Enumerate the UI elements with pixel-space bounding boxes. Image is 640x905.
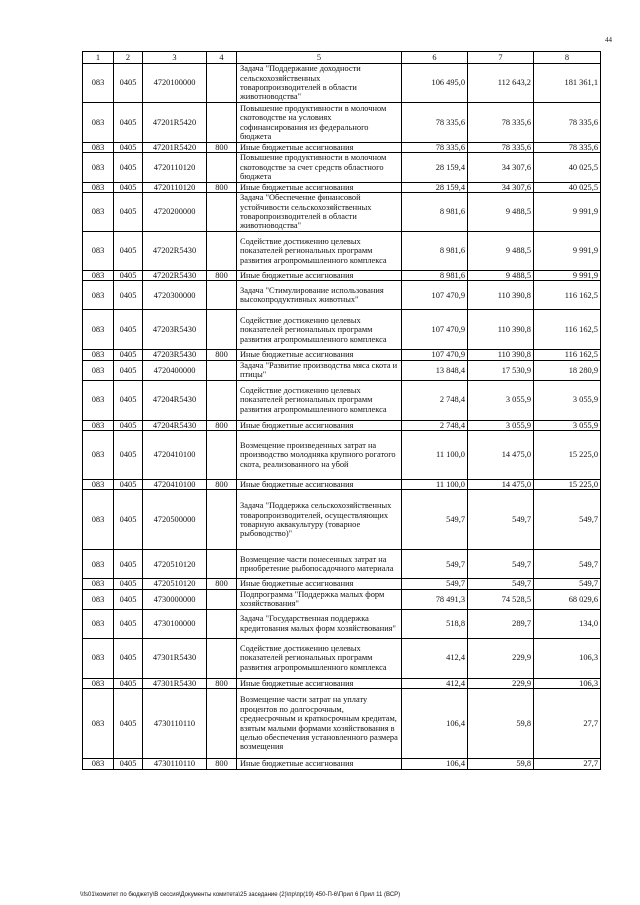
expense-type-cell: 800: [207, 678, 237, 688]
amount-cell: 78 335,6: [534, 143, 601, 153]
amount-cell: 107 470,9: [402, 281, 468, 310]
code-cell: 083: [83, 480, 114, 490]
target-article-cell: 4720110120: [143, 182, 207, 192]
description-cell: Возмещение произведенных затрат на производство молодняка крупного рогатого скота, реализованного на убой: [237, 431, 402, 480]
code-cell: 083: [83, 153, 114, 182]
code-cell: 083: [83, 193, 114, 232]
amount-cell: 40 025,5: [534, 182, 601, 192]
amount-cell: 106,3: [534, 678, 601, 688]
amount-cell: 106 495,0: [402, 64, 468, 103]
code-cell: 083: [83, 589, 114, 609]
code-cell: 083: [83, 689, 114, 759]
header-row: [83, 52, 601, 64]
amount-cell: 229,9: [468, 678, 534, 688]
section-cell: 0405: [114, 350, 143, 360]
description-cell: Иные бюджетные ассигнования: [237, 759, 402, 769]
table-row: [83, 380, 601, 420]
section-cell: 0405: [114, 490, 143, 550]
amount-cell: 8 981,6: [402, 193, 468, 232]
amount-cell: 78 335,6: [402, 103, 468, 143]
description-cell: Повышение продуктивности в молочном скотоводстве на условиях софинансирования из федерального бюджета: [237, 103, 402, 143]
section-cell: 0405: [114, 143, 143, 153]
code-cell: 083: [83, 350, 114, 360]
code-cell: 083: [83, 310, 114, 350]
table-row: [83, 360, 601, 380]
amount-cell: 17 530,9: [468, 360, 534, 380]
target-article-cell: 4730110110: [143, 759, 207, 769]
amount-cell: 229,9: [468, 638, 534, 678]
code-cell: 083: [83, 380, 114, 420]
description-cell: Возмещение части затрат на уплату процентов по долгосрочным, среднесрочным и краткосрочным кредитам, взятым малыми формами хозяйствования в целью обеспечения установленного размера возмещения: [237, 689, 402, 759]
amount-cell: 8 981,6: [402, 271, 468, 281]
table-row: [83, 431, 601, 480]
target-article-cell: 4730000000: [143, 589, 207, 609]
target-article-cell: 4720100000: [143, 64, 207, 103]
target-article-cell: 47201R5420: [143, 143, 207, 153]
table-row: [83, 678, 601, 688]
amount-cell: 9 488,5: [468, 271, 534, 281]
section-cell: 0405: [114, 64, 143, 103]
header-cell: 3: [143, 52, 207, 64]
code-cell: 083: [83, 232, 114, 271]
description-cell: Задача "Поддержание доходности сельскохозяйственных товаропроизводителей в области животноводства": [237, 64, 402, 103]
table-row: [83, 232, 601, 271]
amount-cell: 78 335,6: [534, 103, 601, 143]
expense-type-cell: [207, 609, 237, 638]
amount-cell: 13 848,4: [402, 360, 468, 380]
table-body: [83, 64, 601, 770]
amount-cell: 78 335,6: [402, 143, 468, 153]
description-cell: Иные бюджетные ассигнования: [237, 350, 402, 360]
header-cell: 1: [83, 52, 114, 64]
section-cell: 0405: [114, 589, 143, 609]
target-article-cell: 4720200000: [143, 193, 207, 232]
header-cell: 5: [237, 52, 402, 64]
expense-type-cell: [207, 689, 237, 759]
expense-type-cell: [207, 638, 237, 678]
description-cell: Иные бюджетные ассигнования: [237, 420, 402, 430]
section-cell: 0405: [114, 380, 143, 420]
table-row: [83, 153, 601, 182]
table-row: [83, 609, 601, 638]
code-cell: 083: [83, 360, 114, 380]
description-cell: Иные бюджетные ассигнования: [237, 678, 402, 688]
description-cell: Иные бюджетные ассигнования: [237, 579, 402, 589]
expense-type-cell: [207, 103, 237, 143]
expense-type-cell: [207, 281, 237, 310]
target-article-cell: 47204R5430: [143, 380, 207, 420]
target-article-cell: 4720410100: [143, 431, 207, 480]
table-row: [83, 350, 601, 360]
table-row: [83, 281, 601, 310]
amount-cell: 27,7: [534, 759, 601, 769]
description-cell: Иные бюджетные ассигнования: [237, 271, 402, 281]
amount-cell: 74 528,5: [468, 589, 534, 609]
page-number: 44: [605, 36, 612, 44]
target-article-cell: 47301R5430: [143, 678, 207, 688]
target-article-cell: 4720510120: [143, 579, 207, 589]
target-article-cell: 4720510120: [143, 550, 207, 579]
description-cell: Задача "Стимулирование использования высокопродуктивных животных": [237, 281, 402, 310]
expense-type-cell: [207, 232, 237, 271]
section-cell: 0405: [114, 480, 143, 490]
description-cell: Задача "Обеспечение финансовой устойчивости сельскохозяйственных товаропроизводителей в области животноводства": [237, 193, 402, 232]
amount-cell: 14 475,0: [468, 480, 534, 490]
table-row: [83, 420, 601, 430]
target-article-cell: 4730100000: [143, 609, 207, 638]
target-article-cell: 4720300000: [143, 281, 207, 310]
amount-cell: 9 991,9: [534, 193, 601, 232]
description-cell: Возмещение части понесенных затрат на приобретение рыбопосадочного материала: [237, 550, 402, 579]
amount-cell: 14 475,0: [468, 431, 534, 480]
section-cell: 0405: [114, 360, 143, 380]
expense-type-cell: 800: [207, 420, 237, 430]
amount-cell: 34 307,6: [468, 182, 534, 192]
amount-cell: 27,7: [534, 689, 601, 759]
target-article-cell: 4720500000: [143, 490, 207, 550]
target-article-cell: 47203R5430: [143, 310, 207, 350]
description-cell: Содействие достижению целевых показателей региональных программ развития агропромышленного комплекса: [237, 380, 402, 420]
section-cell: 0405: [114, 678, 143, 688]
amount-cell: 40 025,5: [534, 153, 601, 182]
table-row: [83, 689, 601, 759]
target-article-cell: 47204R5430: [143, 420, 207, 430]
amount-cell: 11 100,0: [402, 431, 468, 480]
header-cell: 4: [207, 52, 237, 64]
description-cell: Задача "Поддержка сельскохозяйственных товаропроизводителей, осуществляющих товарную аквакультуру (товарное рыбоводство)": [237, 490, 402, 550]
amount-cell: 15 225,0: [534, 480, 601, 490]
code-cell: 083: [83, 579, 114, 589]
amount-cell: 78 335,6: [468, 103, 534, 143]
amount-cell: 68 029,6: [534, 589, 601, 609]
section-cell: 0405: [114, 182, 143, 192]
code-cell: 083: [83, 609, 114, 638]
amount-cell: 549,7: [468, 490, 534, 550]
section-cell: 0405: [114, 271, 143, 281]
table-row: [83, 589, 601, 609]
header-cell: 8: [534, 52, 601, 64]
section-cell: 0405: [114, 579, 143, 589]
amount-cell: 134,0: [534, 609, 601, 638]
section-cell: 0405: [114, 689, 143, 759]
amount-cell: 549,7: [402, 579, 468, 589]
amount-cell: 2 748,4: [402, 380, 468, 420]
amount-cell: 549,7: [534, 579, 601, 589]
amount-cell: 181 361,1: [534, 64, 601, 103]
table-row: [83, 193, 601, 232]
amount-cell: 107 470,9: [402, 350, 468, 360]
table-row: [83, 310, 601, 350]
description-cell: Задача "Государственная поддержка кредитования малых форм хозяйствования": [237, 609, 402, 638]
amount-cell: 110 390,8: [468, 310, 534, 350]
amount-cell: 116 162,5: [534, 350, 601, 360]
amount-cell: 78 491,3: [402, 589, 468, 609]
code-cell: 083: [83, 143, 114, 153]
target-article-cell: 4720410100: [143, 480, 207, 490]
amount-cell: 549,7: [534, 550, 601, 579]
table-row: [83, 271, 601, 281]
header-cell: 2: [114, 52, 143, 64]
amount-cell: 78 335,6: [468, 143, 534, 153]
target-article-cell: 47203R5430: [143, 350, 207, 360]
expense-type-cell: [207, 153, 237, 182]
code-cell: 083: [83, 182, 114, 192]
section-cell: 0405: [114, 281, 143, 310]
target-article-cell: 4720110120: [143, 153, 207, 182]
code-cell: 083: [83, 64, 114, 103]
amount-cell: 15 225,0: [534, 431, 601, 480]
section-cell: 0405: [114, 193, 143, 232]
table-row: [83, 490, 601, 550]
expense-type-cell: 800: [207, 271, 237, 281]
budget-table: [82, 51, 601, 770]
table-row: [83, 143, 601, 153]
amount-cell: 59,8: [468, 759, 534, 769]
expense-type-cell: [207, 550, 237, 579]
amount-cell: 116 162,5: [534, 310, 601, 350]
amount-cell: 412,4: [402, 678, 468, 688]
target-article-cell: 47202R5430: [143, 232, 207, 271]
table-row: [83, 579, 601, 589]
amount-cell: 518,8: [402, 609, 468, 638]
amount-cell: 106,4: [402, 759, 468, 769]
description-cell: Содействие достижению целевых показателей региональных программ развития агропромышленного комплекса: [237, 310, 402, 350]
description-cell: Повышение продуктивности в молочном скотоводстве за счет средств областного бюджета: [237, 153, 402, 182]
table-row: [83, 480, 601, 490]
amount-cell: 110 390,8: [468, 350, 534, 360]
amount-cell: 549,7: [468, 579, 534, 589]
description-cell: Иные бюджетные ассигнования: [237, 182, 402, 192]
target-article-cell: 47202R5430: [143, 271, 207, 281]
amount-cell: 412,4: [402, 638, 468, 678]
amount-cell: 3 055,9: [534, 420, 601, 430]
section-cell: 0405: [114, 550, 143, 579]
expense-type-cell: 800: [207, 350, 237, 360]
amount-cell: 34 307,6: [468, 153, 534, 182]
header-cell: 6: [402, 52, 468, 64]
expense-type-cell: 800: [207, 480, 237, 490]
section-cell: 0405: [114, 310, 143, 350]
expense-type-cell: 800: [207, 143, 237, 153]
target-article-cell: 47201R5420: [143, 103, 207, 143]
section-cell: 0405: [114, 103, 143, 143]
description-cell: Подпрограмма "Поддержка малых форм хозяйствования": [237, 589, 402, 609]
description-cell: Содействие достижению целевых показателей региональных программ развития агропромышленного комплекса: [237, 232, 402, 271]
section-cell: 0405: [114, 759, 143, 769]
amount-cell: 3 055,9: [534, 380, 601, 420]
amount-cell: 106,3: [534, 638, 601, 678]
table-row: [83, 550, 601, 579]
table-row: [83, 638, 601, 678]
code-cell: 083: [83, 420, 114, 430]
section-cell: 0405: [114, 609, 143, 638]
target-article-cell: 4720400000: [143, 360, 207, 380]
amount-cell: 112 643,2: [468, 64, 534, 103]
section-cell: 0405: [114, 232, 143, 271]
table-row: [83, 182, 601, 192]
code-cell: 083: [83, 550, 114, 579]
expense-type-cell: 800: [207, 182, 237, 192]
amount-cell: 106,4: [402, 689, 468, 759]
amount-cell: 28 159,4: [402, 182, 468, 192]
expense-type-cell: [207, 380, 237, 420]
code-cell: 083: [83, 638, 114, 678]
code-cell: 083: [83, 103, 114, 143]
amount-cell: 18 280,9: [534, 360, 601, 380]
amount-cell: 9 488,5: [468, 232, 534, 271]
amount-cell: 549,7: [468, 550, 534, 579]
amount-cell: 549,7: [402, 550, 468, 579]
expense-type-cell: [207, 490, 237, 550]
code-cell: 083: [83, 678, 114, 688]
expense-type-cell: 800: [207, 759, 237, 769]
code-cell: 083: [83, 759, 114, 769]
section-cell: 0405: [114, 420, 143, 430]
table-row: [83, 759, 601, 769]
amount-cell: 9 991,9: [534, 271, 601, 281]
footer-file-path: \\fs01\комитет по бюджету\В сессия\Документы комитета\25 заседание (2)\пр\пр(19) 450-П-6\Прил 6 Прил 11 (ВСР): [80, 892, 401, 898]
amount-cell: 9 488,5: [468, 193, 534, 232]
amount-cell: 116 162,5: [534, 281, 601, 310]
header-cell: 7: [468, 52, 534, 64]
amount-cell: 549,7: [402, 490, 468, 550]
section-cell: 0405: [114, 638, 143, 678]
section-cell: 0405: [114, 431, 143, 480]
code-cell: 083: [83, 281, 114, 310]
expense-type-cell: [207, 310, 237, 350]
amount-cell: 549,7: [534, 490, 601, 550]
amount-cell: 28 159,4: [402, 153, 468, 182]
description-cell: Задача "Развитие производства мяса скота и птицы": [237, 360, 402, 380]
amount-cell: 3 055,9: [468, 420, 534, 430]
amount-cell: 110 390,8: [468, 281, 534, 310]
amount-cell: 3 055,9: [468, 380, 534, 420]
amount-cell: 59,8: [468, 689, 534, 759]
code-cell: 083: [83, 490, 114, 550]
description-cell: Иные бюджетные ассигнования: [237, 480, 402, 490]
expense-type-cell: [207, 589, 237, 609]
code-cell: 083: [83, 271, 114, 281]
amount-cell: 11 100,0: [402, 480, 468, 490]
section-cell: 0405: [114, 153, 143, 182]
amount-cell: 9 991,9: [534, 232, 601, 271]
code-cell: 083: [83, 431, 114, 480]
expense-type-cell: [207, 431, 237, 480]
amount-cell: 289,7: [468, 609, 534, 638]
table-row: [83, 64, 601, 103]
amount-cell: 2 748,4: [402, 420, 468, 430]
amount-cell: 107 470,9: [402, 310, 468, 350]
target-article-cell: 47301R5430: [143, 638, 207, 678]
expense-type-cell: [207, 360, 237, 380]
description-cell: Содействие достижению целевых показателей региональных программ развития агропромышленного комплекса: [237, 638, 402, 678]
expense-type-cell: [207, 193, 237, 232]
description-cell: Иные бюджетные ассигнования: [237, 143, 402, 153]
amount-cell: 8 981,6: [402, 232, 468, 271]
expense-type-cell: [207, 64, 237, 103]
expense-type-cell: 800: [207, 579, 237, 589]
table-row: [83, 103, 601, 143]
target-article-cell: 4730110110: [143, 689, 207, 759]
